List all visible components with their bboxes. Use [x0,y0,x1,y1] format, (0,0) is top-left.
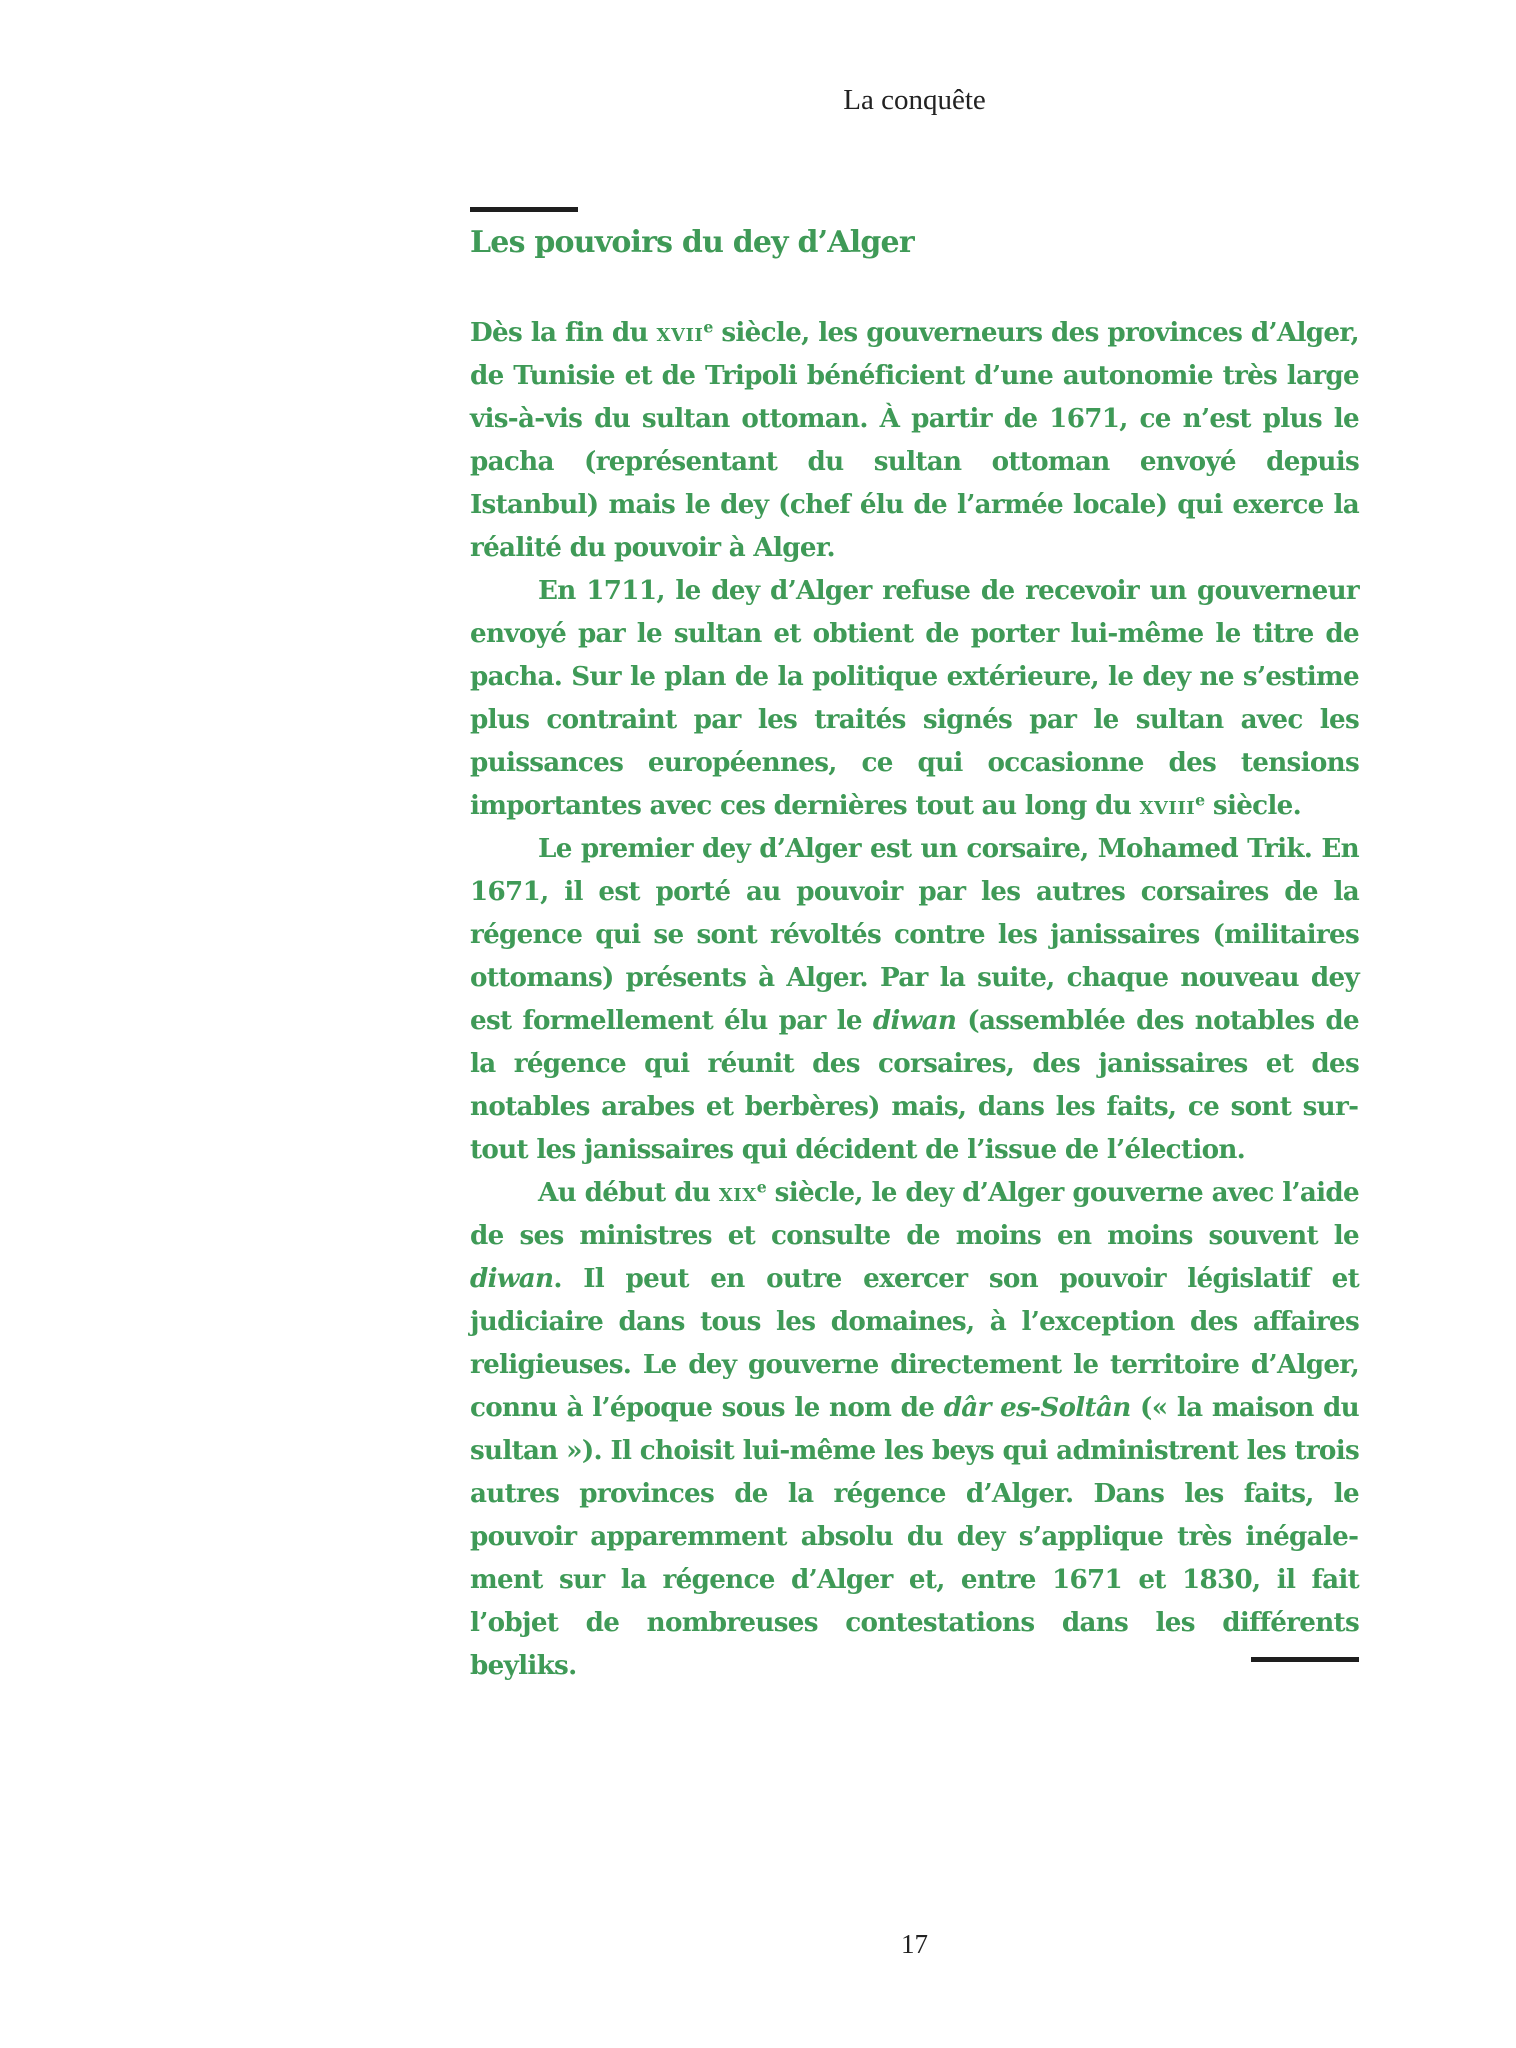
p4-text-b: siècle, le dey d’Alger gouverne avec l’aide de ses ministres et consulte de moins en moins souvent le [470,1177,1359,1251]
page-footer [0,1929,1516,1960]
p3-text-b: (assemblée des notables de la régence qui réunit des corsaires, des janissaires et des notables arabes et berbères) mais, dans les faits, ce sont surtout les janissaires qui décident de l’issue de l’élection. [470,1005,1359,1165]
page-number: 17 [901,1929,928,1959]
running-header [0,84,1516,117]
running-title: La conquête [843,84,986,116]
paragraph-2 [470,569,1359,827]
p4-italic-dar-es-soltan: dâr es-Soltân [943,1392,1131,1423]
box-body [470,311,1359,1687]
p1-century-sup: e [703,317,713,337]
p4-century-sup: e [756,1177,766,1197]
p1-century: xvii [656,317,704,348]
box-bottom-rule [1251,1657,1359,1662]
p4-century: xix [718,1177,757,1208]
p1-text-b: siècle, les gouverneurs des provinces d’Alger, de Tunisie et de Tripoli bénéficient d’une autonomie très large vis-à-vis du sultan ottoman. À partir de 1671, ce n’est plus le pacha (représentant du sultan ottoman envoyé depuis Istanbul) mais le dey (chef élu de l’armée locale) qui exerce la réalité du pouvoir à Alger. [470,317,1359,563]
box-title: Les pouvoirs du dey d’Alger [470,225,914,260]
box-top-rule [470,207,578,212]
p4-italic-diwan: diwan [470,1263,554,1294]
paragraph-1 [470,311,1359,569]
p4-text-d: (« la maison du sultan »). Il choisit lui-même les beys qui administrent les trois autres provinces de la régence d’Alger. Dans les faits, le pouvoir apparemment absolu du dey s’applique très inégalement sur la régence d’Alger et, entre 1671 et 1830, il fait l’objet de nombreuses contestations dans les différents beyliks. [470,1392,1359,1681]
paragraph-4 [470,1171,1359,1687]
p2-century-sup: e [1195,790,1205,810]
paragraph-3 [470,827,1359,1171]
p2-text-a: En 1711, le dey d’Alger refuse de recevoir un gouverneur envoyé par le sultan et obtient de porter lui-même le titre de pacha. Sur le plan de la politique extérieure, le dey ne s’estime plus contraint par les traités signés par le sultan avec les puissances européennes, ce qui occasionne des tensions importantes avec ces dernières tout au long du [470,575,1359,821]
p1-text-a: Dès la fin du [470,317,657,348]
p3-italic-diwan: diwan [872,1005,957,1036]
p2-century: xviii [1139,790,1196,821]
p4-text-c: . Il peut en outre exercer son pouvoir législatif et judiciaire dans tous les domaines, à l’exception des affaires religieuses. Le dey gouverne directement le territoire d’Alger, connu à l’époque sous le nom de [470,1263,1359,1423]
p3-text-a: Le premier dey d’Alger est un corsaire, Mohamed Trik. En 1671, il est porté au pouvoir par les autres corsaires de la régence qui se sont révoltés contre les janissaires (militaires ottomans) présents à Alger. Par la suite, chaque nouveau dey est formellement élu par le [470,833,1359,1036]
p4-text-a: Au début du [538,1177,719,1208]
p2-text-b: siècle. [1204,790,1302,821]
